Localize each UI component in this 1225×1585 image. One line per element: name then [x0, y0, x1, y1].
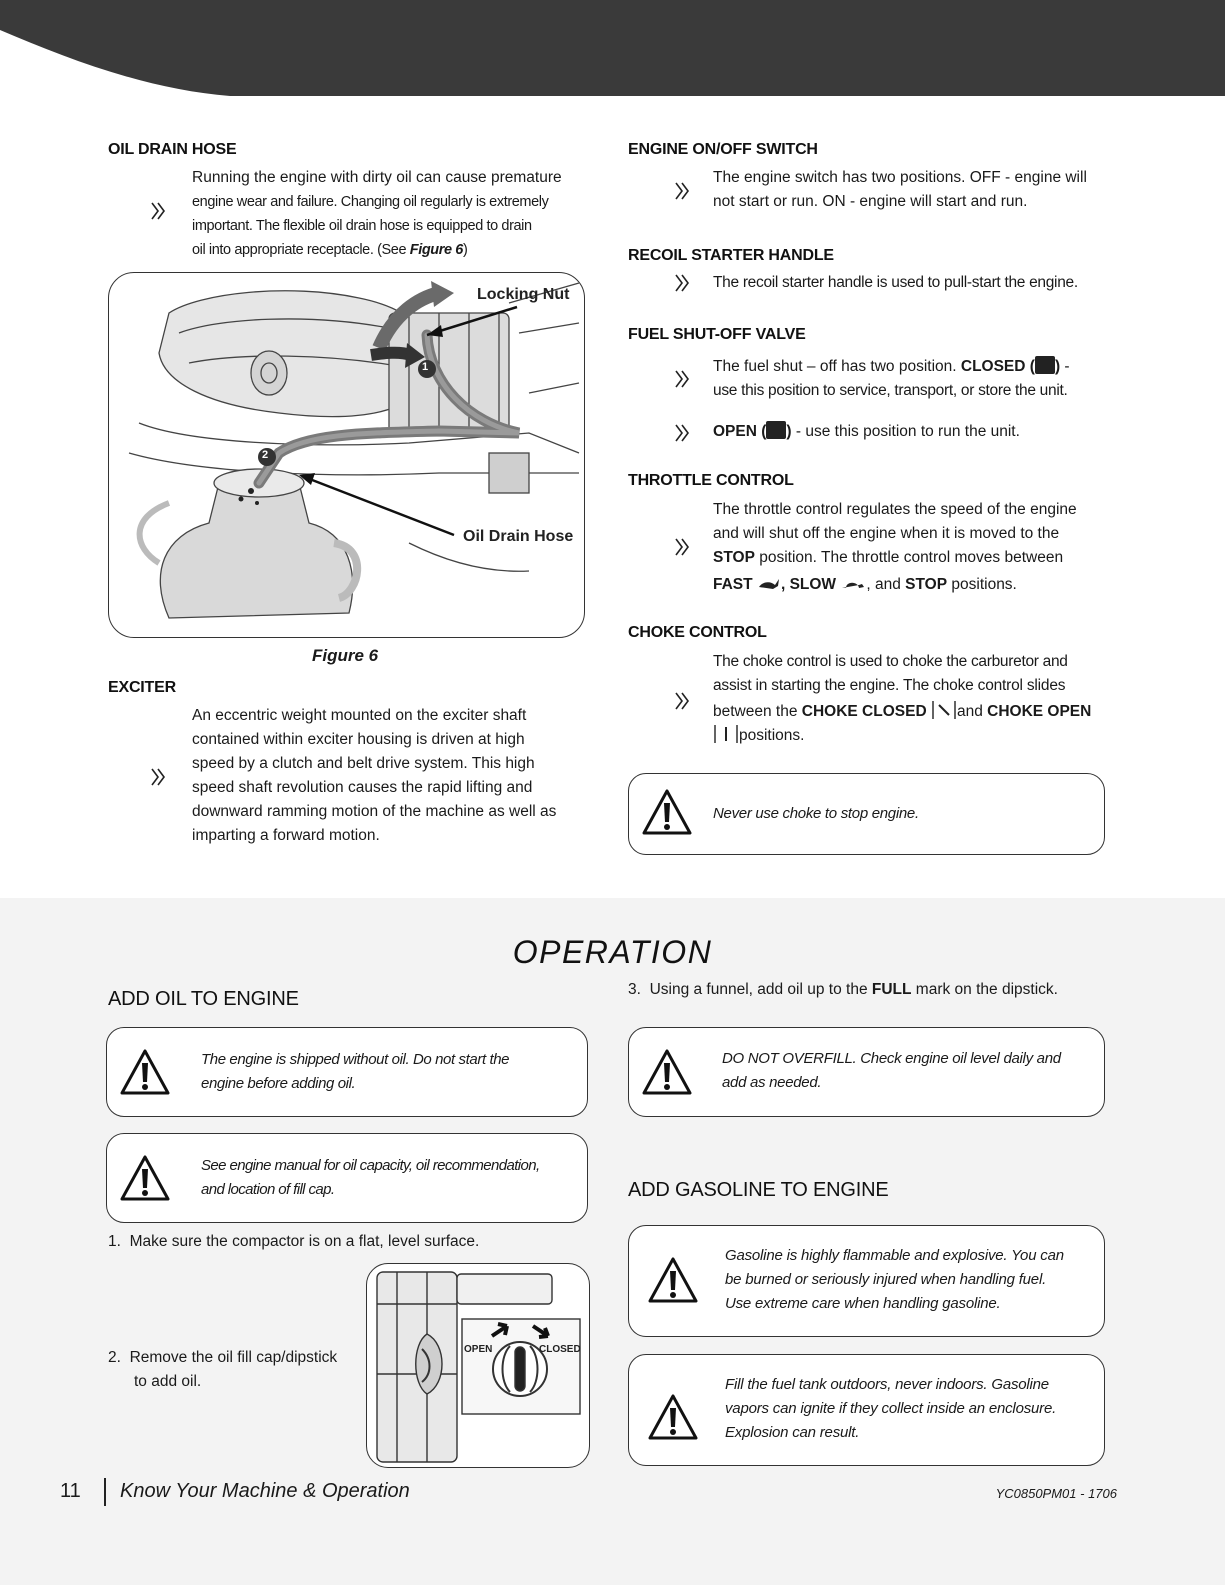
- oil-warning-box-1: [106, 1027, 588, 1117]
- engine-switch-heading: ENGINE ON/OFF SWITCH: [628, 141, 818, 158]
- fuel-open-icon: [766, 421, 786, 439]
- gasoline-warning-box-1: [628, 1225, 1105, 1337]
- step-2: 2. Remove the oil fill cap/dipstick to add oil.: [108, 1349, 338, 1390]
- chevron-bullet-icon: [674, 422, 690, 444]
- fuel-closed-icon: [1035, 356, 1055, 374]
- warning-triangle-icon: [119, 1154, 171, 1202]
- fuel-valve-open-text: OPEN ( ) - use this position to run the unit.: [713, 423, 1020, 440]
- footer-divider: [104, 1478, 106, 1506]
- warning-triangle-icon: [647, 1393, 699, 1441]
- oil-warning-1-text: The engine is shipped without oil. Do not start the engine before adding oil.: [201, 1051, 510, 1092]
- oil-drain-hose-heading: OIL DRAIN HOSE: [108, 141, 237, 158]
- fuel-valve-heading: FUEL SHUT-OFF VALVE: [628, 326, 806, 343]
- throttle-heading: THROTTLE CONTROL: [628, 472, 794, 489]
- document-code: YC0850PM01 - 1706: [995, 1486, 1117, 1501]
- label-locking-nut: Locking Nut: [477, 286, 570, 303]
- callout-2: 2: [262, 449, 269, 461]
- step-3: 3. Using a funnel, add oil up to the FULL mark on the dipstick.: [628, 981, 1058, 998]
- warning-triangle-icon: [641, 1048, 693, 1096]
- chevron-bullet-icon: [150, 766, 166, 788]
- choke-open-icon: [713, 724, 739, 744]
- chevron-bullet-icon: [674, 536, 690, 558]
- choke-heading: CHOKE CONTROL: [628, 624, 767, 641]
- chevron-bullet-icon: [674, 690, 690, 712]
- chevron-bullet-icon: [674, 272, 690, 294]
- throttle-text: The throttle control regulates the speed of the engine and will shut off the engine when it is moved to the STOP position. The throttle control moves between FAST , SLOW , and STOP positions.: [713, 501, 1077, 593]
- warning-triangle-icon: [641, 788, 693, 836]
- figure-6-caption: Figure 6: [312, 646, 379, 665]
- valve-open-label: OPEN: [464, 1344, 493, 1355]
- engine-switch-text: The engine switch has two positions. OFF - engine will not start or run. ON - engine will start and run.: [713, 169, 1087, 210]
- rabbit-icon: [757, 575, 781, 591]
- engine-drawing: [109, 273, 585, 638]
- choke-closed-icon: [931, 700, 957, 720]
- oil-cap-drawing: [367, 1264, 590, 1468]
- warning-triangle-icon: [647, 1256, 699, 1304]
- choke-warning-text: Never use choke to stop engine.: [713, 805, 919, 822]
- add-gasoline-heading: ADD GASOLINE TO ENGINE: [628, 1179, 889, 1201]
- recoil-text: The recoil starter handle is used to pull-start the engine.: [713, 274, 1078, 291]
- callout-1: 1: [422, 361, 429, 373]
- page-number: 11: [60, 1480, 81, 1502]
- valve-closed-label: CLOSED: [539, 1344, 581, 1355]
- footer-section-title: Know Your Machine & Operation: [120, 1480, 410, 1502]
- add-oil-heading: ADD OIL TO ENGINE: [108, 988, 299, 1010]
- choke-warning-box: [628, 773, 1105, 855]
- header-band: [0, 0, 1225, 96]
- exciter-text: An eccentric weight mounted on the exciter shaft contained within exciter housing is driven at high speed by a clutch and belt drive system. This high speed shaft revolution causes the rapid lifting and downward ramming motion of the machine as well as imparting a forward motion.: [192, 707, 557, 844]
- oil-drain-hose-text: Running the engine with dirty oil can cause premature engine wear and failure. Changing oil regularly is extremely important. The flexible oil drain hose is equipped to drain oil into appropriate receptacle. (See Figure 6): [192, 169, 562, 258]
- exciter-heading: EXCITER: [108, 679, 176, 696]
- figure-6-oil-drain-illustration: [108, 272, 585, 638]
- chevron-bullet-icon: [674, 368, 690, 390]
- step-1: 1. Make sure the compactor is on a flat, level surface.: [108, 1233, 480, 1250]
- turtle-icon: [840, 577, 866, 591]
- chevron-bullet-icon: [674, 180, 690, 202]
- gasoline-warning-1-text: Gasoline is highly flammable and explosive. You can be burned or seriously injured when handling fuel. Use extreme care when handling gasoline.: [725, 1247, 1064, 1312]
- fuel-valve-closed-text: The fuel shut – off has two position. CLOSED ( ) - use this position to service, transport, or store the unit.: [713, 358, 1070, 399]
- oil-fill-cap-illustration: [366, 1263, 590, 1468]
- gasoline-warning-box-2: [628, 1354, 1105, 1466]
- warning-triangle-icon: [119, 1048, 171, 1096]
- overfill-warning-text: DO NOT OVERFILL. Check engine oil level daily and add as needed.: [722, 1050, 1061, 1091]
- choke-text: The choke control is used to choke the carburetor and assist in starting the engine. The choke control slides between the CHOKE CLOSED and CHOKE OPEN positions.: [713, 653, 1092, 744]
- recoil-heading: RECOIL STARTER HANDLE: [628, 247, 834, 264]
- oil-warning-2-text: See engine manual for oil capacity, oil recommendation, and location of fill cap.: [201, 1157, 540, 1198]
- overfill-warning-box: [628, 1027, 1105, 1117]
- operation-title: OPERATION: [512, 934, 713, 970]
- oil-warning-box-2: [106, 1133, 588, 1223]
- label-oil-drain-hose: Oil Drain Hose: [463, 528, 574, 545]
- chevron-bullet-icon: [150, 200, 166, 222]
- gasoline-warning-2-text: Fill the fuel tank outdoors, never indoors. Gasoline vapors can ignite if they collect inside an enclosure. Explosion can result.: [725, 1376, 1057, 1441]
